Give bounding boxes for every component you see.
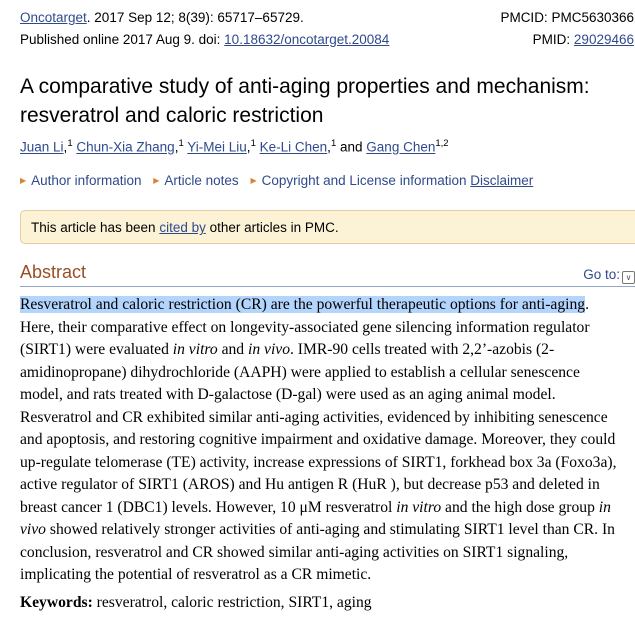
published-text: Published online 2017 Aug 9. doi: bbox=[20, 32, 225, 47]
affiliation-marker: 1 bbox=[67, 138, 73, 149]
pmcid: PMCID: PMC5630366 bbox=[500, 10, 634, 25]
article-notes-toggle[interactable]: Article notes bbox=[164, 173, 239, 188]
author-link[interactable]: Chun-Xia Zhang bbox=[76, 139, 175, 155]
abstract-line: and apoptosis, and restoring cognitive impairment and oxidative damage. Moreover, they could bbox=[20, 431, 616, 448]
copyright-toggle[interactable]: Copyright and License information bbox=[261, 173, 467, 188]
affiliation-marker: 1 bbox=[178, 138, 184, 149]
cited-by-link[interactable]: cited by bbox=[159, 220, 206, 235]
chevron-down-icon: ∨ bbox=[622, 271, 635, 284]
pmid-label: PMID: bbox=[532, 32, 574, 47]
affiliation-marker: 1 bbox=[330, 138, 337, 149]
article-info-links bbox=[20, 173, 533, 188]
abstract-line: model, and rats treated with D-galactose (D-gal) were used as an aging animal model. bbox=[20, 386, 556, 403]
triangle-right-icon: ▶ bbox=[20, 176, 27, 185]
pmid-link[interactable]: 29029466 bbox=[573, 32, 634, 47]
abstract-line: Resveratrol and caloric restriction (CR) are the powerful therapeutic options for anti-aging. bbox=[20, 296, 589, 313]
citation-text: . 2017 Sep 12; 8(39): 65717–65729. bbox=[86, 10, 304, 25]
author-link[interactable]: Gang Chen bbox=[366, 139, 436, 155]
author-link[interactable]: Yi-Mei Liu bbox=[187, 139, 247, 155]
author-link[interactable]: Ke-Li Chen bbox=[259, 139, 328, 155]
journal-link[interactable]: Oncotarget bbox=[20, 10, 87, 25]
keywords: Keywords: resveratrol, caloric restriction, SIRT1, aging bbox=[20, 594, 372, 611]
abstract-line: breast cancer 1 (DBC1) levels. However, 10 μM resveratrol in vitro and the high dose group in bbox=[20, 498, 611, 516]
author-list: Juan Li,$^1$ Chun-Xia Zhang,$^1$ Yi-Mei Liu,$^1$ Ke-Li Chen,$^1$ and Gang Chen$^{1,2}$ bbox=[20, 138, 449, 155]
abstract-line: amidinopropane) dihydrochloride (AAPH) were applied to establish a cellular senescence bbox=[20, 363, 580, 381]
affiliation-marker: 1 bbox=[250, 138, 256, 149]
citation-line bbox=[20, 10, 635, 25]
publication-line bbox=[20, 32, 635, 47]
abstract-header bbox=[20, 262, 635, 287]
abstract-line: Resveratrol and CR exhibited similar anti-aging activities, evidenced by inhibiting senescence bbox=[20, 408, 608, 426]
abstract-line: active regulator of SIRT1 (AROS) and Hu antigen R (HuR ), but decrease p53 and deleted in bbox=[20, 476, 600, 493]
abstract-line: (SIRT1) were evaluated in vitro and in vivo. IMR-90 cells treated with 2,2’-azobis (2- bbox=[20, 341, 555, 358]
disclaimer-link[interactable]: Disclaimer bbox=[470, 173, 534, 188]
abstract-line: Here, their comparative effect on longevity-associated gene silencing information regulator bbox=[20, 318, 590, 336]
cited-by-notice: This article has been cited by other articles in PMC. bbox=[20, 210, 635, 244]
triangle-right-icon: ▶ bbox=[153, 176, 160, 185]
abstract-line: vivo showed relatively stronger activities of anti-aging and stimulating SIRT1 level than CR. In bbox=[20, 521, 615, 538]
abstract-text bbox=[20, 294, 616, 587]
author-information-toggle[interactable]: Author information bbox=[31, 173, 142, 188]
author-link[interactable]: Juan Li bbox=[20, 139, 64, 155]
affiliation-marker: 1,2 bbox=[435, 138, 449, 149]
abstract-heading: Abstract bbox=[20, 262, 87, 282]
abstract-line: implicating the potential of resveratrol as a CR mimetic. bbox=[20, 566, 372, 583]
abstract-line: up-regulate telomerase (TE) activity, increase expressions of SIRT1, forkhead box 3a (Foxo3a), bbox=[20, 453, 617, 471]
article-title: A comparative study of anti-aging properties and mechanism: resveratrol and caloric restriction bbox=[20, 75, 590, 127]
doi-link[interactable]: 10.18632/oncotarget.20084 bbox=[224, 32, 390, 47]
abstract-line: conclusion, resveratrol and CR showed similar anti-aging activities on SIRT1 signaling, bbox=[20, 543, 569, 561]
goto-dropdown[interactable]: Go to: ∨ bbox=[583, 267, 635, 284]
triangle-right-icon: ▶ bbox=[250, 176, 257, 185]
